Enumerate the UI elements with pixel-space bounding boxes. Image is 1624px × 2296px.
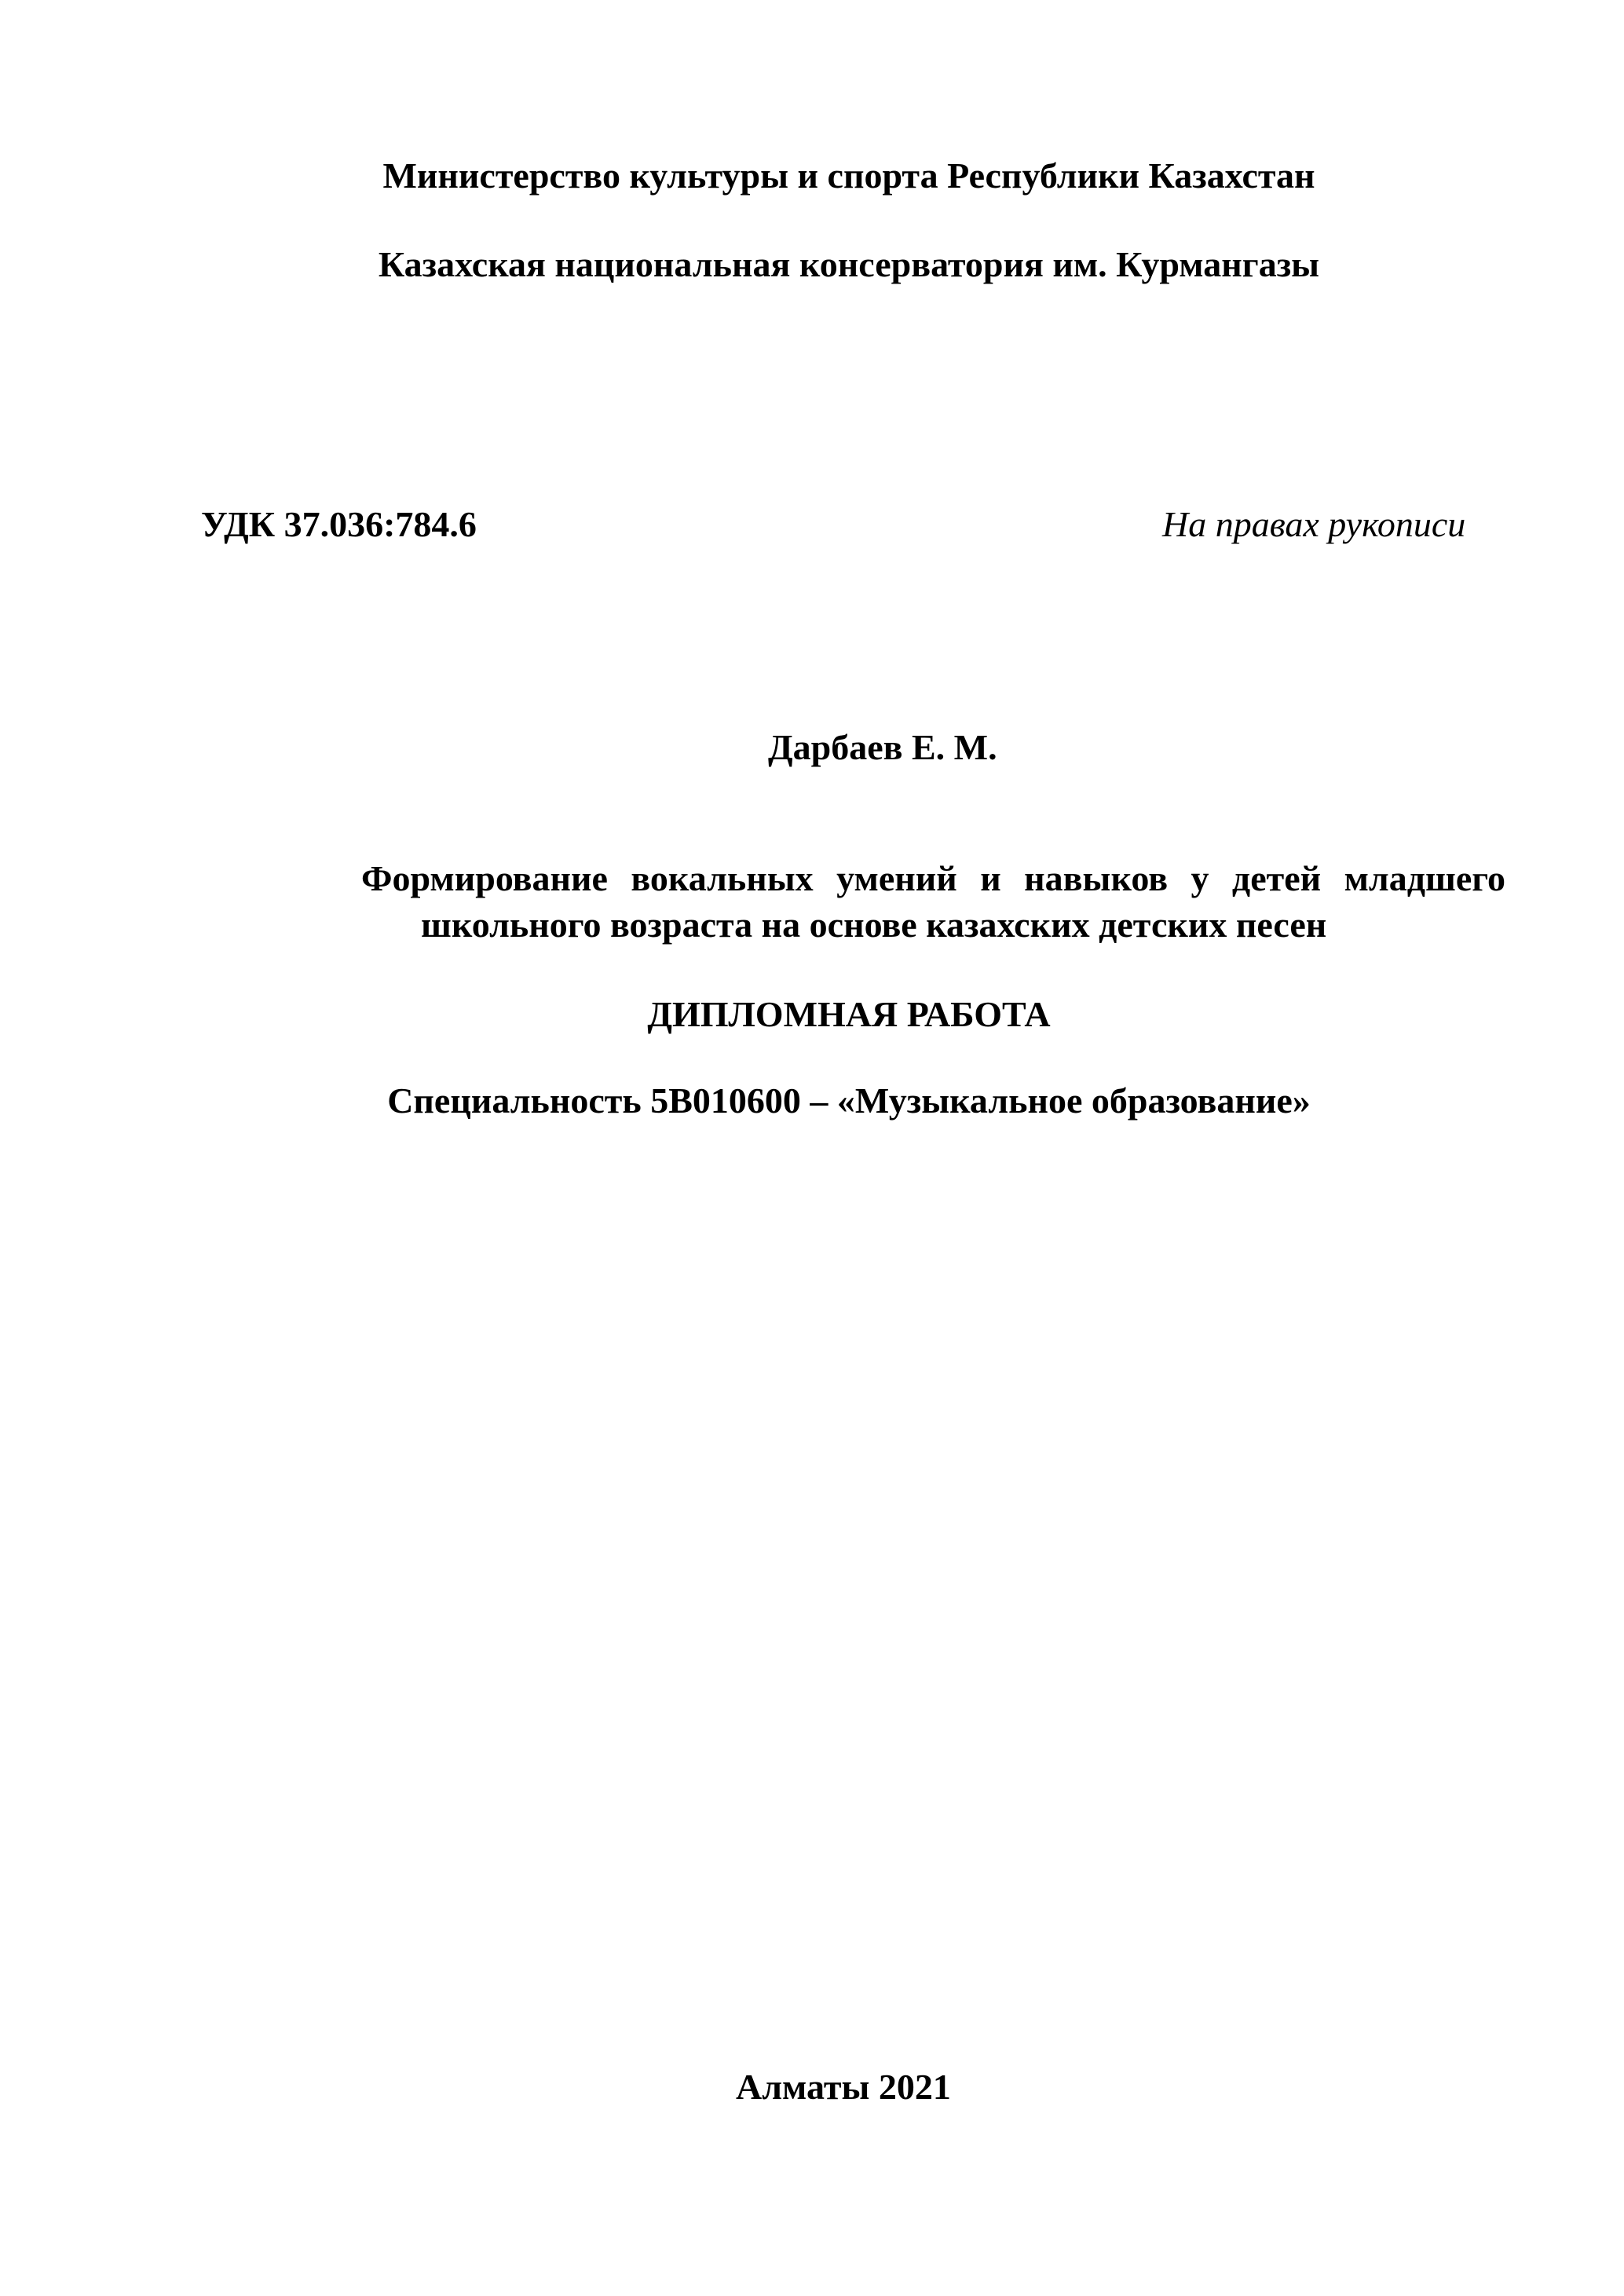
thesis-title-line-1: Формирование вокальных умений и навыков у детей младшего xyxy=(361,858,1505,898)
author-name: Дарбаев Е. М. xyxy=(768,727,997,767)
document-type: ДИПЛОМНАЯ РАБОТА xyxy=(647,994,1051,1034)
specialty: Специальность 5В010600 – «Музыкальное образование» xyxy=(387,1080,1311,1121)
institution-heading: Казахская национальная консерватория им. Курмангазы xyxy=(378,244,1320,284)
thesis-title-line-2: школьного возраста на основе казахских детских песен xyxy=(421,905,1327,945)
udk-code: УДК 37.036:784.6 xyxy=(201,504,477,544)
city-year: Алматы 2021 xyxy=(736,2067,951,2107)
ministry-heading: Министерство культуры и спорта Республики Казахстан xyxy=(382,155,1315,196)
rights-note: На правах рукописи xyxy=(1162,504,1466,544)
